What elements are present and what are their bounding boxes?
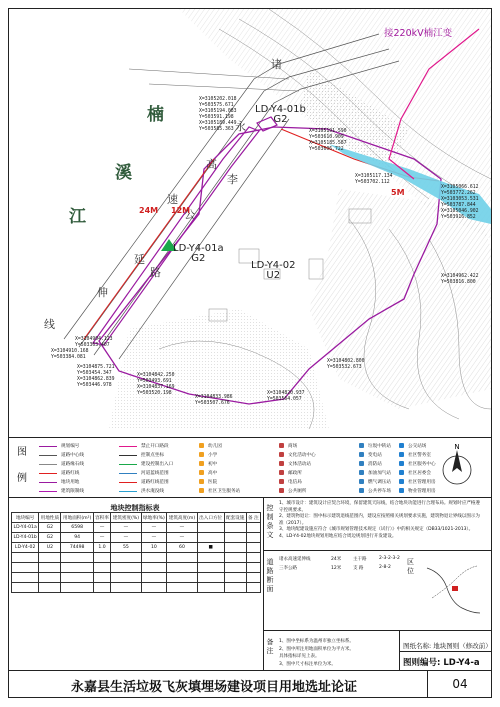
legend-label: 河道蓝线范围 bbox=[141, 470, 169, 476]
river-char-3: 江 bbox=[69, 207, 86, 227]
legend-label: 地块用地 bbox=[61, 479, 80, 485]
legend-symbol-icon bbox=[399, 443, 404, 448]
legend-label: 公交站场 bbox=[408, 443, 427, 449]
lower-panel bbox=[9, 497, 491, 671]
legend-item bbox=[119, 459, 199, 468]
legend-symbol-icon bbox=[399, 488, 404, 493]
table-cell: — bbox=[141, 523, 167, 533]
legend-symbol-icon bbox=[119, 473, 137, 474]
legend-label: 物业管理用房 bbox=[408, 488, 436, 494]
legend-label: 垃圾中转站 bbox=[368, 443, 391, 449]
legend-label: 建设控制出入口 bbox=[141, 461, 174, 467]
legend-symbol-icon bbox=[39, 491, 57, 492]
page-number: 04 bbox=[427, 671, 492, 698]
legend-label: 邮政所 bbox=[288, 470, 302, 476]
legend-label: 燃气调压站 bbox=[368, 479, 391, 485]
legend-symbol-icon bbox=[199, 488, 204, 493]
parcel-02-name: LD-Y4-02 bbox=[251, 260, 296, 271]
legend-label: 初中 bbox=[208, 461, 218, 467]
table-header-cell: 用地面积(m²) bbox=[61, 513, 93, 523]
legend-symbol-icon bbox=[279, 470, 284, 475]
legend-title: 图 例 bbox=[17, 447, 27, 484]
coord-label: X=3104842.250 Y=503493.691 X=3104837.169 Y=503520.198 bbox=[137, 373, 175, 396]
table-header-cell: 地块编号 bbox=[12, 513, 39, 523]
legend-item bbox=[39, 477, 119, 486]
river-char-2: 溪 bbox=[115, 163, 132, 183]
legend-item bbox=[39, 468, 119, 477]
legend-item bbox=[119, 477, 199, 486]
legend-label: 公共厕所 bbox=[288, 488, 307, 494]
table-cell bbox=[246, 533, 260, 543]
legend-item bbox=[399, 450, 439, 459]
coord-label: X=3105117.134 Y=503702.112 bbox=[355, 174, 393, 185]
road-char-yong: 永 bbox=[235, 120, 246, 133]
note-item: 具体指标详见上表。 bbox=[279, 654, 320, 660]
notes-heading: 备注 bbox=[266, 638, 274, 655]
table-header-cell: 出入口方位 bbox=[197, 513, 224, 523]
legend-item bbox=[199, 477, 279, 486]
legend-item bbox=[279, 468, 359, 477]
legend-panel bbox=[9, 437, 491, 498]
legend-symbol-icon bbox=[359, 479, 364, 484]
legend-label: 道路中心线 bbox=[61, 452, 84, 458]
road-char-yan: 延 bbox=[134, 253, 145, 266]
legend-symbol-icon bbox=[119, 446, 137, 447]
legend-item bbox=[39, 441, 119, 450]
table-cell: 10 bbox=[141, 543, 167, 553]
legend-item bbox=[199, 450, 279, 459]
parcel-01a-code: G2 bbox=[191, 253, 206, 264]
legend-label: 建筑限制线 bbox=[61, 488, 84, 494]
table-cell: — bbox=[111, 533, 141, 543]
legend-item bbox=[39, 459, 119, 468]
width-label-5m: 5M bbox=[391, 188, 405, 197]
legend-item bbox=[279, 477, 359, 486]
legend-label: 文化活动中心 bbox=[288, 452, 316, 458]
table-cell: U2 bbox=[39, 543, 61, 553]
table-header-cell: 备 注 bbox=[246, 513, 260, 523]
north-arrow-icon bbox=[437, 442, 477, 492]
legend-item bbox=[119, 468, 199, 477]
table-cell bbox=[197, 533, 224, 543]
parcel-01b-name: LD-Y4-01b bbox=[255, 104, 306, 115]
road-char-zhu: 诸 bbox=[271, 58, 282, 71]
table-cell: 1.0 bbox=[93, 543, 110, 553]
road-section-heading: 道路断面 bbox=[266, 558, 274, 593]
table-cell bbox=[246, 543, 260, 553]
legend-item bbox=[199, 441, 279, 450]
table-cell bbox=[224, 533, 246, 543]
control-clauses bbox=[279, 501, 484, 540]
table-row bbox=[12, 543, 261, 553]
legend-symbol-icon bbox=[119, 491, 137, 492]
table-cell bbox=[224, 543, 246, 553]
legend-symbol-icon bbox=[39, 455, 57, 456]
legend-item bbox=[39, 486, 119, 495]
legend-item bbox=[119, 441, 199, 450]
table-cell: G2 bbox=[39, 533, 61, 543]
legend-label: 加油加气站 bbox=[368, 470, 391, 476]
control-clauses-heading: 控制条文 bbox=[266, 504, 274, 539]
legend-label: 道路缘石线 bbox=[61, 461, 84, 467]
table-cell: G2 bbox=[39, 523, 61, 533]
table-cell bbox=[197, 523, 224, 533]
legend-symbol-icon bbox=[359, 461, 364, 466]
legend-item bbox=[119, 486, 199, 495]
legend-symbol-icon bbox=[399, 470, 404, 475]
road-char-lu: 路 bbox=[150, 266, 161, 279]
road-section-row: 诸永高速延伸线 24米 主干路 2-3-2-3-2 bbox=[279, 556, 400, 562]
legend-item bbox=[199, 468, 279, 477]
legend-symbol-icon bbox=[39, 473, 57, 474]
coord-label: X=3104904.123 Y=503363.407 bbox=[75, 337, 113, 348]
table-cell: ■ bbox=[197, 543, 224, 553]
road-char-gao: 高 bbox=[206, 158, 217, 171]
table-cell: LD-Y4-02 bbox=[12, 543, 39, 553]
legend-symbol-icon bbox=[119, 464, 137, 465]
road-char-shen: 伸 bbox=[97, 286, 108, 299]
legend-label: 控制点坐标 bbox=[141, 452, 164, 458]
north-label: N bbox=[454, 443, 460, 451]
legend-symbol-icon bbox=[199, 479, 204, 484]
terrain-east bbox=[309, 189, 491, 409]
coord-label: X=3104962.422 Y=503816.800 bbox=[441, 274, 479, 285]
coord-label: X=3105202.018 Y=503575.671 X=3105194.083 Y=503591.198 X=3105189.449 Y=503585.363 bbox=[199, 97, 237, 132]
legend-item bbox=[199, 486, 279, 495]
legend-symbol-icon bbox=[39, 464, 57, 465]
legend-label: 社区居委会 bbox=[408, 470, 431, 476]
legend-item bbox=[279, 486, 359, 495]
legend-symbol-icon bbox=[279, 488, 284, 493]
legend-symbol-icon bbox=[279, 479, 284, 484]
coord-label: X=3105191.590 Y=503610.909 X=3105185.587 Y=503606.722 bbox=[309, 129, 347, 152]
legend-symbol-icon bbox=[199, 470, 204, 475]
legend-symbol-icon bbox=[399, 461, 404, 466]
road-char-su: 速 bbox=[167, 193, 178, 206]
table-cell: — bbox=[111, 523, 141, 533]
table-cell: — bbox=[167, 523, 197, 533]
table-header-row bbox=[12, 513, 261, 523]
project-title: 永嘉县生活垃圾飞灰填埋场建设项目用地选址论证 bbox=[70, 680, 357, 695]
table-cell bbox=[224, 523, 246, 533]
legend-item bbox=[399, 477, 439, 486]
table-cell: 94 bbox=[61, 533, 93, 543]
table-cell: 55 bbox=[111, 543, 141, 553]
control-table bbox=[11, 512, 261, 593]
legend-symbol-icon bbox=[359, 452, 364, 457]
parcel-01b-label[interactable] bbox=[255, 105, 306, 125]
legend-label: 社区警务室 bbox=[408, 452, 431, 458]
legend-item bbox=[399, 468, 439, 477]
control-clause-item: 3、地块配建设施应符合《城市规划管理技术规定（试行）》中的相关规定（DB33/1021-2013）。 bbox=[279, 527, 474, 533]
legend-symbol-icon bbox=[199, 452, 204, 457]
figure-name: 图纸名称: 地块图则（修改前） bbox=[403, 642, 492, 650]
title-block bbox=[9, 670, 491, 698]
parcel-01a-label[interactable] bbox=[173, 244, 224, 264]
legend-grid bbox=[39, 441, 439, 495]
parcel-01a-name: LD-Y4-01a bbox=[173, 243, 224, 254]
table-row-empty bbox=[12, 563, 261, 573]
table-header-cell: 容积率 bbox=[93, 513, 110, 523]
legend-label: 洪水淹没线 bbox=[141, 488, 164, 494]
table-header-cell: 绿地率(%) bbox=[141, 513, 167, 523]
control-clause-item: 2、建筑物退让：图中标示建筑退线范围内，建设应按照相关规划要求实施，建筑物退让界线以图示为准（2017）。 bbox=[279, 514, 480, 526]
legend-label: 消防站 bbox=[368, 461, 382, 467]
coord-label: X=3104833.986 Y=503507.676 bbox=[195, 395, 233, 406]
location-heading: 区位 bbox=[407, 558, 414, 575]
legend-item bbox=[399, 486, 439, 495]
table-cell: 60 bbox=[167, 543, 197, 553]
table-cell bbox=[246, 523, 260, 533]
legend-label: 电信局 bbox=[288, 479, 302, 485]
legend-label: 社区服务中心 bbox=[408, 461, 436, 467]
table-header-cell: 配套设施 bbox=[224, 513, 246, 523]
legend-symbol-icon bbox=[39, 446, 57, 447]
legend-label: 变电站 bbox=[368, 452, 382, 458]
control-clause-item: 1、城市设计：建筑设计应契合环境，保留建筑天际线，结合地块功能进行合理布局。规划时应严格遵守控规要求。 bbox=[279, 501, 480, 513]
legend-label: 公共停车场 bbox=[368, 488, 391, 494]
legend-label: 道路红线范围 bbox=[141, 479, 169, 485]
legend-symbol-icon bbox=[399, 452, 404, 457]
legend-item bbox=[119, 450, 199, 459]
coord-label: X=3104820.937 Y=503564.057 bbox=[267, 391, 305, 402]
legend-symbol-icon bbox=[119, 455, 137, 456]
legend-label: 医院 bbox=[208, 479, 218, 485]
table-cell: — bbox=[93, 523, 110, 533]
coord-label: X=3104802.800 Y=503532.673 bbox=[327, 359, 365, 370]
table-cell: 74498 bbox=[61, 543, 93, 553]
table-cell: LD-Y4-01b bbox=[12, 533, 39, 543]
table-row-empty bbox=[12, 553, 261, 563]
table-row bbox=[12, 523, 261, 533]
legend-item bbox=[279, 441, 359, 450]
width-label-12m: 12M bbox=[171, 206, 191, 215]
legend-item bbox=[279, 459, 359, 468]
legend-symbol-icon bbox=[399, 479, 404, 484]
legend-label: 社区管理用房 bbox=[408, 479, 436, 485]
table-cell: — bbox=[141, 533, 167, 543]
table-cell: LD-Y4-01a bbox=[12, 523, 39, 533]
table-row bbox=[12, 533, 261, 543]
road-section-row: 三李公路 12米 支 路 2-8-2 bbox=[279, 565, 391, 571]
width-label-24m: 24M bbox=[139, 206, 159, 215]
legend-label: 文体活动站 bbox=[288, 461, 311, 467]
legend-label: 幼儿园 bbox=[208, 443, 222, 449]
legend-item bbox=[399, 459, 439, 468]
transformer-label: 接220kV楠江变 bbox=[384, 28, 453, 39]
legend-item bbox=[279, 450, 359, 459]
coord-label: X=3104875.721 Y=503454.347 X=3104862.839 Y=503446.978 bbox=[77, 365, 115, 388]
legend-label: 高中 bbox=[208, 470, 218, 476]
note-item: 3、图中尺寸标注单位为米。 bbox=[279, 661, 336, 667]
legend-label: 商场 bbox=[288, 443, 298, 449]
coord-label: X=3104910.168 Y=503384.081 bbox=[51, 349, 89, 360]
legend-item bbox=[399, 441, 439, 450]
legend-symbol-icon bbox=[279, 443, 284, 448]
legend-symbol-icon bbox=[359, 488, 364, 493]
legend-label: 道路红线 bbox=[61, 470, 80, 476]
legend-symbol-icon bbox=[119, 482, 137, 483]
legend-symbol-icon bbox=[199, 461, 204, 466]
site-plan-map[interactable] bbox=[9, 9, 491, 437]
table-cell: 6598 bbox=[61, 523, 93, 533]
parcel-01b-code: G2 bbox=[273, 114, 288, 125]
river-char-1: 楠 bbox=[147, 105, 164, 125]
control-clause-item: 4、LD-Y4-02地块规划用地应结合周边规划进行开发建设。 bbox=[279, 533, 397, 539]
table-header-cell: 用地性质 bbox=[39, 513, 61, 523]
legend-symbol-icon bbox=[279, 452, 284, 457]
legend-symbol-icon bbox=[199, 443, 204, 448]
legend-item bbox=[39, 450, 119, 459]
road-char-li: 李 bbox=[227, 173, 238, 186]
legend-label: 社区卫生服务站 bbox=[208, 488, 241, 494]
legend-symbol-icon bbox=[39, 482, 57, 483]
parcel-02-label[interactable] bbox=[251, 261, 296, 281]
parcel-02-code: U2 bbox=[266, 270, 281, 281]
table-header-cell: 建筑高度(m) bbox=[167, 513, 197, 523]
figure-number: 图则编号: LD-Y4-a bbox=[403, 658, 480, 668]
table-row-empty bbox=[12, 573, 261, 583]
note-item: 1、图中坐标系为温州市独立坐标系。 bbox=[279, 639, 354, 644]
legend-label: 小学 bbox=[208, 452, 218, 458]
table-row-empty bbox=[12, 583, 261, 593]
location-map bbox=[422, 558, 484, 618]
table-cell: — bbox=[93, 533, 110, 543]
legend-symbol-icon bbox=[279, 461, 284, 466]
legend-label: 禁止开口路段 bbox=[141, 443, 169, 449]
road-char-gong: 公 bbox=[184, 208, 195, 221]
table-header-cell: 建筑密度(%) bbox=[111, 513, 141, 523]
legend-symbol-icon bbox=[359, 470, 364, 475]
legend-item bbox=[199, 459, 279, 468]
control-table-title: 地块控制指标表 bbox=[110, 504, 160, 512]
coord-label: X=3105066.612 Y=503772.262 X=3103053.531 Y=503787.844 X=3105046.902 Y=503916.852 bbox=[441, 185, 479, 220]
notes-list bbox=[279, 638, 404, 669]
road-char-xian: 线 bbox=[44, 318, 55, 331]
legend-symbol-icon bbox=[359, 443, 364, 448]
note-item: 2、图中所注用地面积单位为平方米。 bbox=[279, 646, 354, 652]
legend-label: 规划编号 bbox=[61, 443, 80, 449]
table-cell: — bbox=[167, 533, 197, 543]
